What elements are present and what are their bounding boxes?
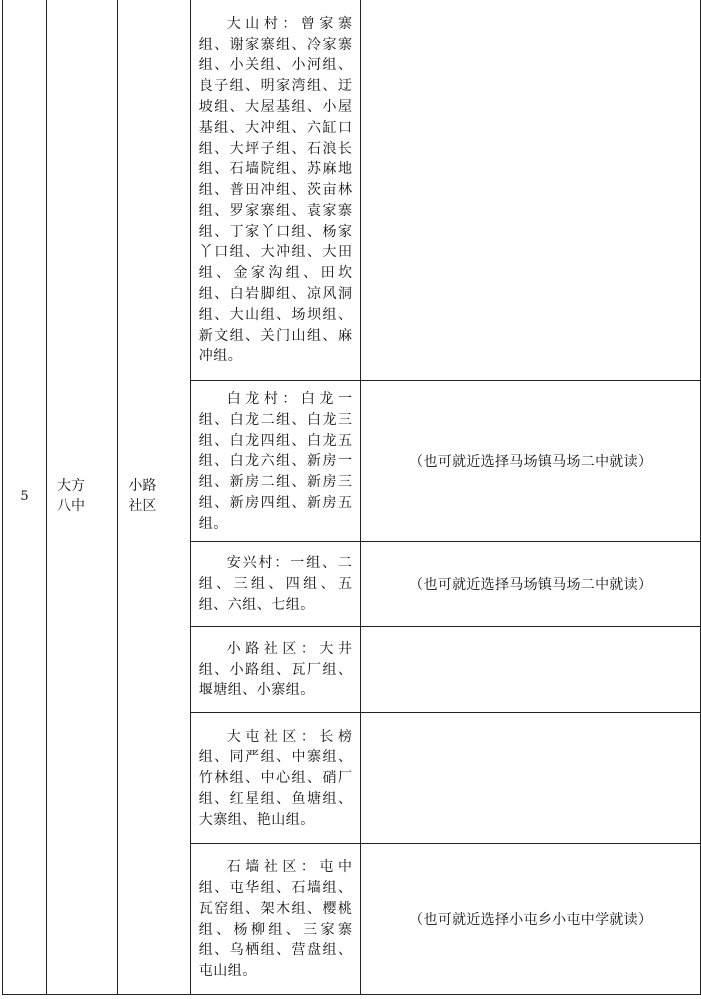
table-row — [3, 0, 701, 381]
community-name-text: 小路社区 — [128, 478, 157, 515]
community-name — [118, 0, 190, 994]
village-cell: 小路社区：大井组、小路组、瓦厂组、堰塘组、小寨组。 — [190, 626, 361, 712]
note-cell: （也可就近选择小屯乡小屯中学就读） — [361, 843, 701, 994]
note-cell — [361, 0, 701, 381]
enrollment-table — [2, 0, 701, 995]
village-cell: 石墙社区：屯中组、屯华组、石墙组、瓦窑组、架木组、樱桃组、杨柳组、三家寨组、乌栖组、营盘组、屯山组。 — [190, 843, 361, 994]
school-name-text: 大方八中 — [57, 478, 86, 515]
note-cell — [361, 626, 701, 712]
school-name — [47, 0, 118, 994]
village-cell: 大屯社区：长榜组、同严组、中寨组、竹林组、中心组、硝厂组、红星组、鱼塘组、大寨组、艳山组。 — [190, 712, 361, 843]
note-cell: （也可就近选择马场镇马场二中就读） — [361, 541, 701, 626]
village-cell: 安兴村：一组、二组、三组、四组、五组、六组、七组。 — [190, 541, 361, 626]
row-number: 5 — [3, 0, 47, 994]
note-cell: （也可就近选择马场镇马场二中就读） — [361, 381, 701, 542]
village-cell: 大山村：曾家寨组、谢家寨组、冷家寨组、小关组、小河组、良子组、明家湾组、迂坡组、大屋基组、小屋基组、大冲组、六缸口组、大坪子组、石浪长组、石墙院组、苏麻地组、普田冲组、茨亩林组、罗家寨组、袁家寨组、丁家丫口组、杨家丫口组、大冲组、大田组、金家沟组、田坎组、白岩脚组、凉风洞组、大山组、场坝组、新文组、关门山组、麻冲组。 — [190, 0, 361, 381]
village-cell: 白龙村：白龙一组、白龙二组、白龙三组、白龙四组、白龙五组、白龙六组、新房一组、新房二组、新房三组、新房四组、新房五组。 — [190, 381, 361, 542]
note-cell — [361, 712, 701, 843]
